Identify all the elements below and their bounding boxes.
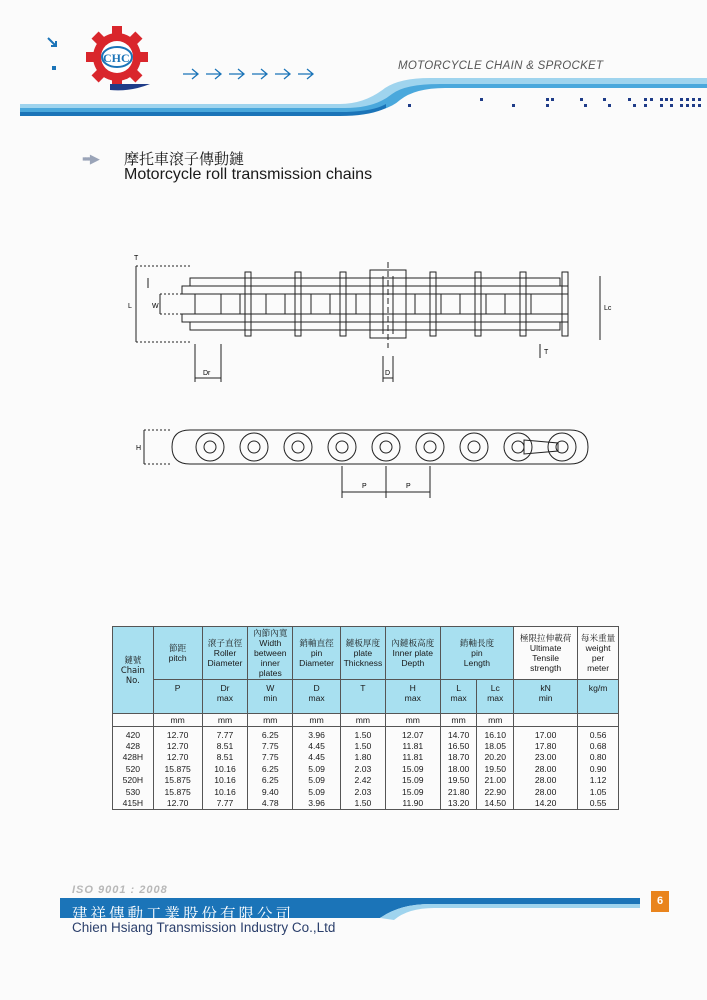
col-pin-len: [440, 627, 513, 680]
table-cell: 15.09: [385, 786, 440, 797]
table-cell: 1.50: [341, 727, 386, 741]
col-plate-depth: [385, 627, 440, 680]
iso-certification: ISO 9001 : 2008: [72, 884, 168, 896]
table-cell: 18.05: [477, 740, 514, 751]
label-W: W: [152, 303, 159, 310]
page-number: 6: [651, 891, 669, 912]
col-roller-label: 滾子直徑 Roller Diameter: [207, 638, 243, 668]
table-row: [113, 797, 619, 809]
corner-arrow-icon: [48, 38, 56, 46]
col-plate-thk: [341, 627, 386, 680]
logo-text: CHC: [103, 51, 130, 65]
table-cell: 2.42: [341, 775, 386, 786]
table-cell: 12.70: [153, 727, 202, 741]
table-cell: 5.09: [293, 786, 341, 797]
header-band-navy: [110, 84, 150, 90]
table-cell: 5.09: [293, 775, 341, 786]
sym-w: W min: [248, 680, 293, 714]
table-cell: 12.70: [153, 740, 202, 751]
table-cell: 21.80: [440, 786, 477, 797]
table-cell: 10.16: [202, 763, 248, 774]
table-cell: 15.875: [153, 763, 202, 774]
sym-t: T: [341, 680, 386, 714]
table-cell: 28.00: [514, 786, 578, 797]
table-cell: 12.70: [153, 752, 202, 763]
label-Lc: Lc: [604, 305, 612, 312]
table-cell: 7.77: [202, 727, 248, 741]
section-arrow-icon: ▪▪▪▶: [82, 151, 98, 166]
table-cell: 3.96: [293, 727, 341, 741]
table-cell: 28.00: [514, 775, 578, 786]
table-cell: 18.00: [440, 763, 477, 774]
col-weight-label: 每米重量 weight per meter: [580, 633, 616, 673]
table-units-row: [113, 714, 619, 727]
table-cell: 23.00: [514, 752, 578, 763]
chain-no-cell: 520: [113, 763, 154, 774]
sym-lc: Lc max: [477, 680, 514, 714]
table-cell: 14.70: [440, 727, 477, 741]
col-pin-dia: [293, 627, 341, 680]
section-title-en: Motorcycle roll transmission chains: [124, 166, 373, 183]
label-H: H: [136, 445, 142, 452]
col-pin-dia-label: 銷軸直徑 pin Diameter: [299, 638, 335, 668]
unit-blank: [514, 714, 578, 727]
unit-cell: mm: [385, 714, 440, 727]
table-cell: 6.25: [248, 763, 293, 774]
col-width: [248, 627, 293, 680]
sym-kgm: kg/m: [578, 680, 619, 714]
table-cell: 15.875: [153, 775, 202, 786]
col-chain-no-label: 鏈號 Chain No.: [120, 655, 145, 685]
table-cell: 10.16: [202, 775, 248, 786]
sym-d: D max: [293, 680, 341, 714]
table-cell: 21.00: [477, 775, 514, 786]
table-cell: 1.80: [341, 752, 386, 763]
table-symbol-row: [113, 680, 619, 714]
table-cell: 4.78: [248, 797, 293, 809]
chain-no-cell: 520H: [113, 775, 154, 786]
label-L: L: [128, 303, 132, 310]
table-cell: 8.51: [202, 740, 248, 751]
table-cell: 22.90: [477, 786, 514, 797]
table-cell: 14.50: [477, 797, 514, 809]
table-cell: 11.81: [385, 752, 440, 763]
table-cell: 15.875: [153, 786, 202, 797]
table-cell: 1.12: [578, 775, 619, 786]
table-row: [113, 775, 619, 786]
unit-cell: mm: [477, 714, 514, 727]
section-title-cn: 摩托車滾子傳動鏈: [124, 150, 245, 168]
table-cell: 6.25: [248, 727, 293, 741]
table-cell: 7.77: [202, 797, 248, 809]
col-plate-depth-label: 內鏈板高度 Inner plate Depth: [391, 638, 435, 668]
company-name-cn: 建祥傳動工業股份有限公司: [72, 905, 295, 923]
col-chain-no: [113, 627, 154, 714]
table-cell: 4.45: [293, 740, 341, 751]
table-cell: 15.09: [385, 763, 440, 774]
table-cell: 10.16: [202, 786, 248, 797]
table-cell: 19.50: [440, 775, 477, 786]
chain-no-cell: 428: [113, 740, 154, 751]
unit-blank: [578, 714, 619, 727]
table-cell: 16.50: [440, 740, 477, 751]
label-P-1: P: [362, 483, 367, 490]
table-cell: 12.70: [153, 797, 202, 809]
col-tensile-label: 極限拉伸載荷 Ultimate Tensile strength: [519, 633, 572, 673]
chain-top-view-diagram: [100, 248, 620, 398]
col-width-label: 內節內寬 Width between inner plates: [253, 628, 288, 678]
table-cell: 14.20: [514, 797, 578, 809]
header-title: MOTORCYCLE CHAIN & SPROCKET: [398, 60, 604, 72]
table-cell: 13.20: [440, 797, 477, 809]
table-row: [113, 740, 619, 751]
col-roller: [202, 627, 248, 680]
table-cell: 2.03: [341, 763, 386, 774]
unit-cell: mm: [248, 714, 293, 727]
company-name-en: Chien Hsiang Transmission Industry Co.,Ltd: [72, 920, 336, 935]
sym-kn: kN min: [514, 680, 578, 714]
col-pitch: [153, 627, 202, 680]
chain-no-cell: 530: [113, 786, 154, 797]
table-cell: 18.70: [440, 752, 477, 763]
table-row: [113, 727, 619, 741]
table-cell: 17.00: [514, 727, 578, 741]
col-weight: [578, 627, 619, 680]
table-cell: 8.51: [202, 752, 248, 763]
chain-no-cell: 420: [113, 727, 154, 741]
label-T-top: T: [134, 255, 139, 262]
table-cell: 6.25: [248, 775, 293, 786]
unit-cell: mm: [341, 714, 386, 727]
table-cell: 0.80: [578, 752, 619, 763]
table-cell: 7.75: [248, 740, 293, 751]
label-D: D: [385, 370, 391, 377]
spec-table: [112, 626, 619, 810]
table-cell: 11.81: [385, 740, 440, 751]
table-cell: 19.50: [477, 763, 514, 774]
label-P-2: P: [406, 483, 411, 490]
table-cell: 2.03: [341, 786, 386, 797]
table-cell: 12.07: [385, 727, 440, 741]
arrows-decoration: [183, 69, 313, 79]
col-pitch-label: 節距 pitch: [168, 643, 187, 663]
table-cell: 1.05: [578, 786, 619, 797]
col-tensile: [514, 627, 578, 680]
unit-blank: [113, 714, 154, 727]
col-plate-thk-label: 鏈板厚度 plate Thickness: [343, 638, 383, 668]
unit-cell: mm: [440, 714, 477, 727]
corner-dot-icon: [52, 66, 56, 70]
sym-p: P: [153, 680, 202, 714]
table-cell: 16.10: [477, 727, 514, 741]
table-header-row: [113, 627, 619, 680]
table-cell: 11.90: [385, 797, 440, 809]
sym-l: L max: [440, 680, 477, 714]
table-row: [113, 763, 619, 774]
table-cell: 0.56: [578, 727, 619, 741]
sym-dr: Dr max: [202, 680, 248, 714]
header-dots: [408, 98, 701, 107]
table-cell: 20.20: [477, 752, 514, 763]
table-cell: 0.55: [578, 797, 619, 809]
unit-cell: mm: [153, 714, 202, 727]
table-cell: 0.68: [578, 740, 619, 751]
table-row: [113, 752, 619, 763]
table-cell: 1.50: [341, 740, 386, 751]
table-cell: 4.45: [293, 752, 341, 763]
table-cell: 15.09: [385, 775, 440, 786]
table-cell: 0.90: [578, 763, 619, 774]
unit-cell: mm: [293, 714, 341, 727]
table-cell: 7.75: [248, 752, 293, 763]
table-cell: 9.40: [248, 786, 293, 797]
label-Dr: Dr: [203, 370, 211, 377]
table-cell: 28.00: [514, 763, 578, 774]
table-body: [113, 727, 619, 810]
table-cell: 1.50: [341, 797, 386, 809]
label-T-bottom: T: [544, 349, 549, 356]
unit-cell: mm: [202, 714, 248, 727]
table-row: [113, 786, 619, 797]
table-cell: 5.09: [293, 763, 341, 774]
table-cell: 3.96: [293, 797, 341, 809]
sym-h: H max: [385, 680, 440, 714]
chain-no-cell: 428H: [113, 752, 154, 763]
chain-no-cell: 415H: [113, 797, 154, 809]
table-cell: 17.80: [514, 740, 578, 751]
chain-side-view-diagram: [130, 420, 610, 500]
col-pin-len-label: 銷軸長度 pin Length: [459, 638, 495, 668]
